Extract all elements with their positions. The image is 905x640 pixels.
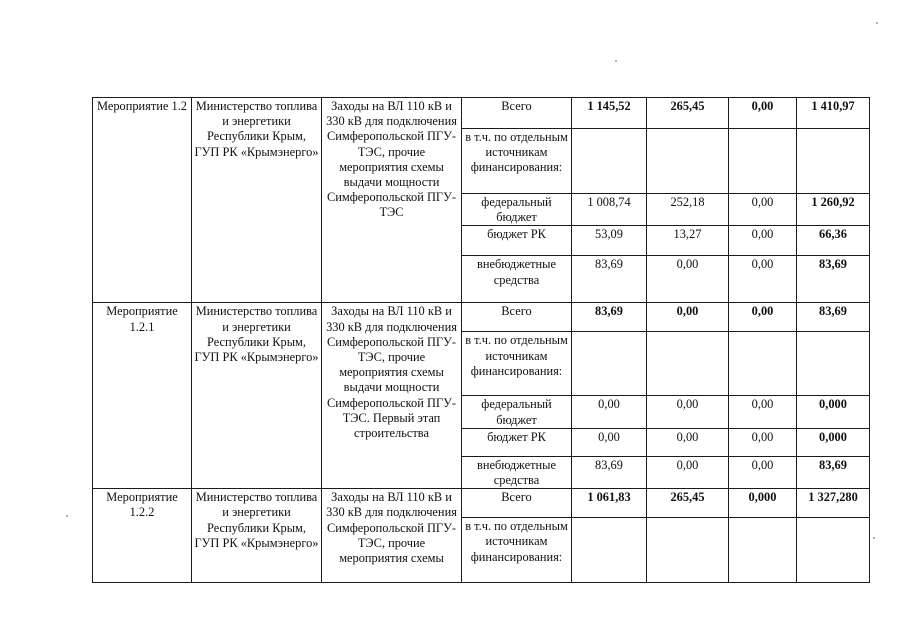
value-cell bbox=[647, 332, 729, 396]
total-cell: 66,36 bbox=[797, 226, 870, 256]
value-cell: 0,00 bbox=[647, 256, 729, 303]
value-cell: 83,69 bbox=[572, 303, 647, 332]
source-cell: Всего bbox=[462, 303, 572, 332]
source-cell: внебюджетные средства bbox=[462, 256, 572, 303]
value-cell: 0,00 bbox=[647, 428, 729, 456]
source-cell: в т.ч. по отдельным источникам финансирования: bbox=[462, 129, 572, 194]
total-cell bbox=[797, 332, 870, 396]
source-cell: Всего bbox=[462, 489, 572, 518]
measure-cell: Мероприятие 1.2.2 bbox=[93, 489, 192, 583]
source-cell: бюджет РК bbox=[462, 226, 572, 256]
table-row bbox=[93, 303, 870, 332]
total-cell bbox=[797, 129, 870, 194]
value-cell bbox=[572, 332, 647, 396]
source-cell: бюджет РК bbox=[462, 428, 572, 456]
total-cell: 1 327,280 bbox=[797, 489, 870, 518]
value-cell: 13,27 bbox=[647, 226, 729, 256]
value-cell: 0,000 bbox=[729, 489, 797, 518]
value-cell bbox=[647, 129, 729, 194]
source-cell: внебюджетные средства bbox=[462, 456, 572, 488]
total-cell: 0,000 bbox=[797, 396, 870, 428]
scan-speck bbox=[66, 515, 68, 517]
measure-cell: Мероприятие 1.2.1 bbox=[93, 303, 192, 489]
scan-speck bbox=[615, 60, 617, 62]
executor-cell: Министерство топлива и энергетики Республики Крым, ГУП РК «Крымэнерго» bbox=[192, 303, 322, 489]
measure-cell: Мероприятие 1.2 bbox=[93, 98, 192, 303]
value-cell: 265,45 bbox=[647, 98, 729, 129]
value-cell: 0,00 bbox=[647, 303, 729, 332]
value-cell: 0,00 bbox=[647, 396, 729, 428]
value-cell: 0,00 bbox=[729, 226, 797, 256]
value-cell: 1 145,52 bbox=[572, 98, 647, 129]
total-cell: 83,69 bbox=[797, 256, 870, 303]
total-cell: 1 260,92 bbox=[797, 194, 870, 226]
source-cell: в т.ч. по отдельным источникам финансирования: bbox=[462, 518, 572, 583]
value-cell: 265,45 bbox=[647, 489, 729, 518]
scan-speck bbox=[876, 22, 878, 24]
table-row bbox=[93, 98, 870, 129]
value-cell: 1 008,74 bbox=[572, 194, 647, 226]
value-cell: 53,09 bbox=[572, 226, 647, 256]
financing-table bbox=[92, 97, 870, 583]
value-cell bbox=[572, 518, 647, 583]
total-cell bbox=[797, 518, 870, 583]
value-cell bbox=[572, 129, 647, 194]
description-cell: Заходы на ВЛ 110 кВ и 330 кВ для подключения Симферопольской ПГУ-ТЭС, прочие мероприятия схемы выдачи мощности Симферопольской ПГУ-ТЭС bbox=[322, 98, 462, 303]
total-cell: 0,000 bbox=[797, 428, 870, 456]
value-cell bbox=[647, 518, 729, 583]
value-cell: 0,00 bbox=[729, 396, 797, 428]
value-cell: 0,00 bbox=[729, 194, 797, 226]
value-cell: 0,00 bbox=[729, 303, 797, 332]
value-cell: 0,00 bbox=[647, 456, 729, 488]
value-cell: 0,00 bbox=[572, 428, 647, 456]
source-cell: Всего bbox=[462, 98, 572, 129]
source-cell: федеральный бюджет bbox=[462, 396, 572, 428]
value-cell bbox=[729, 332, 797, 396]
description-cell: Заходы на ВЛ 110 кВ и 330 кВ для подключения Симферопольской ПГУ-ТЭС, прочие мероприятия схемы bbox=[322, 489, 462, 583]
value-cell: 0,00 bbox=[729, 256, 797, 303]
value-cell: 83,69 bbox=[572, 456, 647, 488]
total-cell: 83,69 bbox=[797, 456, 870, 488]
value-cell: 252,18 bbox=[647, 194, 729, 226]
value-cell: 0,00 bbox=[729, 456, 797, 488]
value-cell: 1 061,83 bbox=[572, 489, 647, 518]
executor-cell: Министерство топлива и энергетики Республики Крым, ГУП РК «Крымэнерго» bbox=[192, 489, 322, 583]
value-cell: 0,00 bbox=[572, 396, 647, 428]
value-cell: 83,69 bbox=[572, 256, 647, 303]
executor-cell: Министерство топлива и энергетики Республики Крым, ГУП РК «Крымэнерго» bbox=[192, 98, 322, 303]
value-cell bbox=[729, 518, 797, 583]
description-cell: Заходы на ВЛ 110 кВ и 330 кВ для подключения Симферопольской ПГУ-ТЭС, прочие мероприятия схемы выдачи мощности Симферопольской ПГУ-ТЭС. Первый этап строительства bbox=[322, 303, 462, 489]
total-cell: 83,69 bbox=[797, 303, 870, 332]
table-row bbox=[93, 489, 870, 518]
scan-speck bbox=[873, 537, 875, 539]
value-cell bbox=[729, 129, 797, 194]
source-cell: федеральный бюджет bbox=[462, 194, 572, 226]
value-cell: 0,00 bbox=[729, 428, 797, 456]
total-cell: 1 410,97 bbox=[797, 98, 870, 129]
value-cell: 0,00 bbox=[729, 98, 797, 129]
source-cell: в т.ч. по отдельным источникам финансирования: bbox=[462, 332, 572, 396]
